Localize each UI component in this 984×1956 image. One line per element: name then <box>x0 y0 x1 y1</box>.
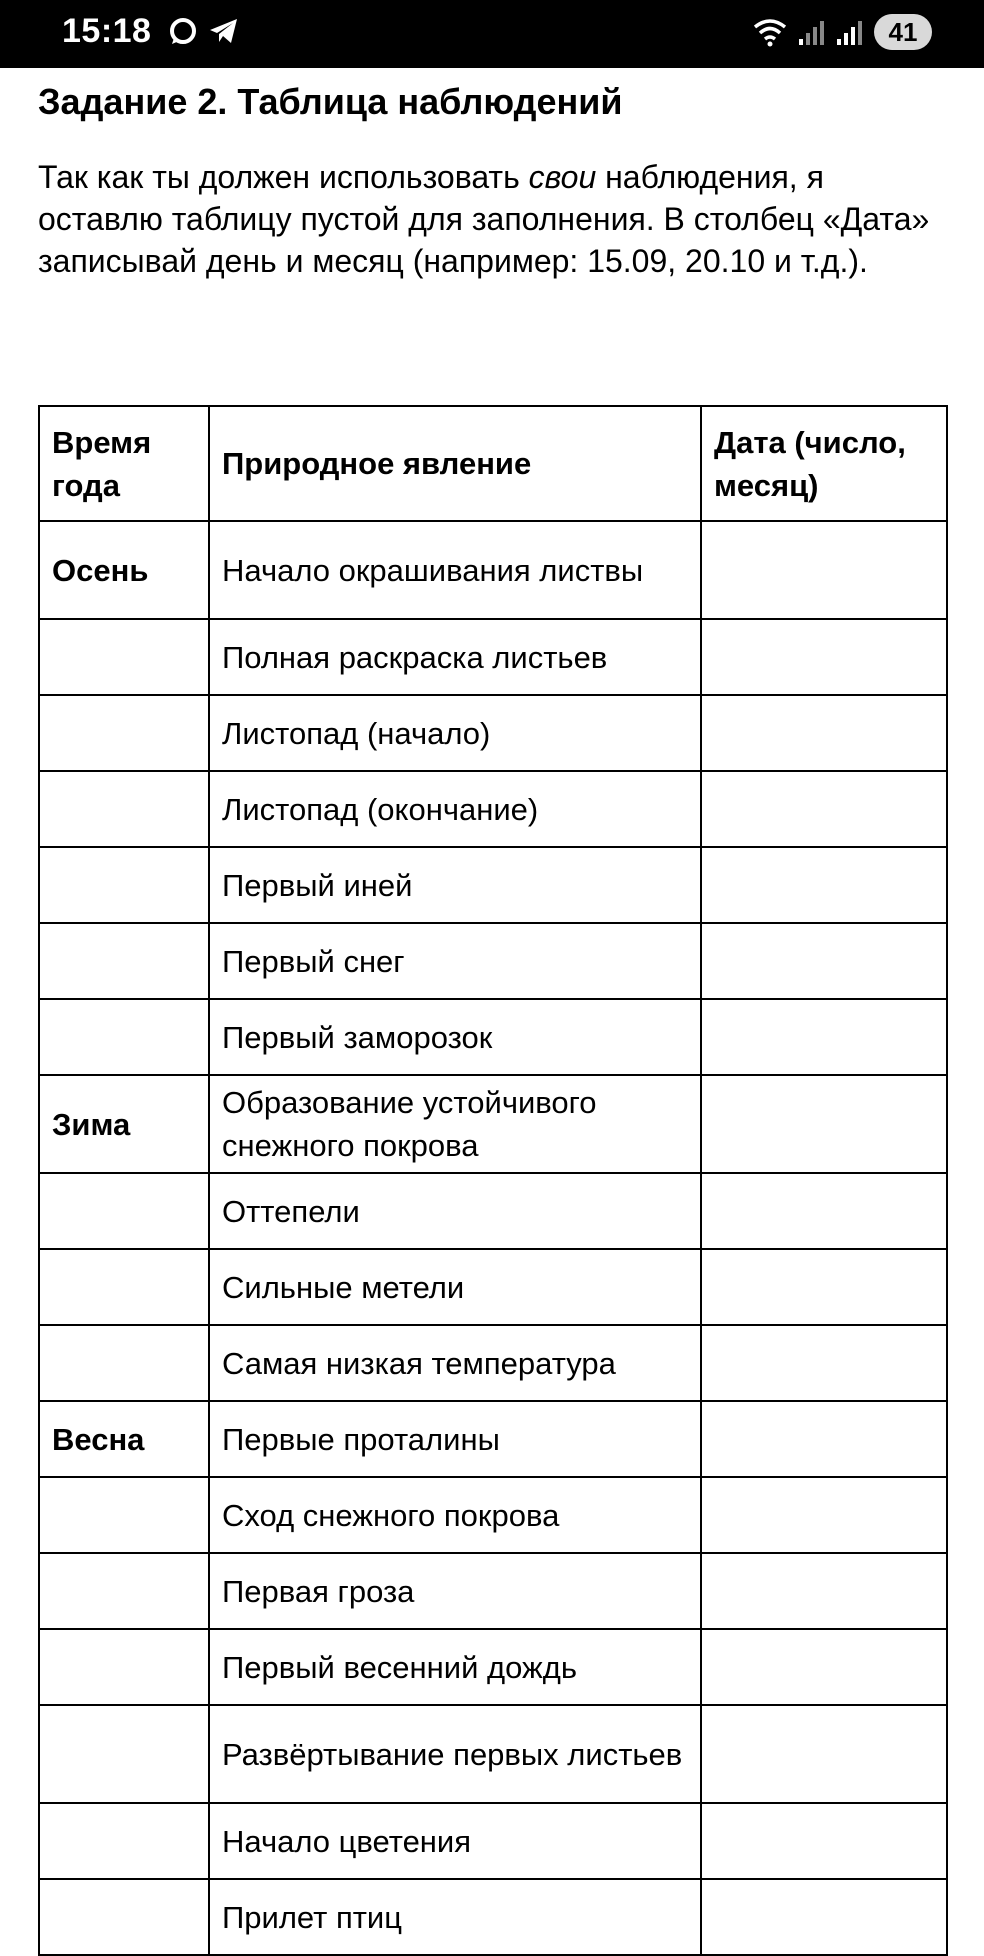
season-cell <box>39 695 209 771</box>
date-cell[interactable] <box>701 999 947 1075</box>
table-row <box>39 1553 947 1629</box>
date-cell[interactable] <box>701 1477 947 1553</box>
phenomenon-cell: Начало цветения <box>209 1803 701 1879</box>
phenomenon-cell: Первая гроза <box>209 1553 701 1629</box>
phenomenon-cell: Самая низкая температура <box>209 1325 701 1401</box>
season-cell <box>39 619 209 695</box>
phenomenon-cell: Первый иней <box>209 847 701 923</box>
season-cell <box>39 999 209 1075</box>
date-cell[interactable] <box>701 1629 947 1705</box>
date-cell[interactable] <box>701 1803 947 1879</box>
phenomenon-cell: Первый заморозок <box>209 999 701 1075</box>
season-cell: Осень <box>39 521 209 619</box>
table-row <box>39 1477 947 1553</box>
table-row <box>39 695 947 771</box>
date-cell[interactable] <box>701 847 947 923</box>
intro-text-start: Так как ты должен использовать <box>38 159 529 195</box>
phenomenon-cell: Первые проталины <box>209 1401 701 1477</box>
season-cell <box>39 1477 209 1553</box>
date-cell[interactable] <box>701 1879 947 1955</box>
date-cell[interactable] <box>701 1173 947 1249</box>
date-cell[interactable] <box>701 695 947 771</box>
table-row <box>39 847 947 923</box>
season-cell: Зима <box>39 1075 209 1173</box>
page-title: Задание 2. Таблица наблюдений <box>38 81 623 122</box>
table-row <box>39 1075 947 1173</box>
date-cell[interactable] <box>701 923 947 999</box>
table-row <box>39 619 947 695</box>
season-cell <box>39 1629 209 1705</box>
system-icons <box>752 14 932 50</box>
phenomenon-cell: Полная раскраска листьев <box>209 619 701 695</box>
phenomenon-cell: Образование устойчивого снежного покрова <box>209 1075 701 1173</box>
season-cell <box>39 847 209 923</box>
table-row <box>39 521 947 619</box>
phenomenon-cell: Развёртывание первых листьев <box>209 1705 701 1803</box>
column-header-date: Дата (число, месяц) <box>701 406 947 521</box>
chat-bubble-icon <box>168 16 198 46</box>
table-row <box>39 1401 947 1477</box>
season-cell <box>39 1879 209 1955</box>
table-row <box>39 923 947 999</box>
season-cell <box>39 1249 209 1325</box>
table-row <box>39 1173 947 1249</box>
table-body <box>39 521 947 1955</box>
phenomenon-cell: Оттепели <box>209 1173 701 1249</box>
season-cell <box>39 1553 209 1629</box>
season-cell <box>39 1803 209 1879</box>
season-cell <box>39 771 209 847</box>
column-header-phenomenon: Природное явление <box>209 406 701 521</box>
phenomenon-cell: Листопад (окончание) <box>209 771 701 847</box>
phenomenon-cell: Первый весенний дождь <box>209 1629 701 1705</box>
table-row <box>39 771 947 847</box>
season-cell <box>39 1705 209 1803</box>
phenomenon-cell: Сильные метели <box>209 1249 701 1325</box>
date-cell[interactable] <box>701 1325 947 1401</box>
table-header-row <box>39 406 947 521</box>
signal-icon <box>836 17 864 47</box>
date-cell[interactable] <box>701 1249 947 1325</box>
table-row <box>39 1629 947 1705</box>
season-cell <box>39 1173 209 1249</box>
table-row <box>39 1325 947 1401</box>
date-cell[interactable] <box>701 619 947 695</box>
season-cell: Весна <box>39 1401 209 1477</box>
battery-indicator: 41 <box>874 14 932 50</box>
phenomenon-cell: Начало окрашивания листвы <box>209 521 701 619</box>
phenomenon-cell: Прилет птиц <box>209 1879 701 1955</box>
table-row <box>39 1879 947 1955</box>
table-row <box>39 1803 947 1879</box>
table-row <box>39 1705 947 1803</box>
telegram-icon <box>208 16 240 46</box>
season-cell <box>39 1325 209 1401</box>
notification-icons <box>168 16 240 46</box>
status-time: 15:18 <box>62 12 152 50</box>
date-cell[interactable] <box>701 1553 947 1629</box>
phenomenon-cell: Сход снежного покрова <box>209 1477 701 1553</box>
date-cell[interactable] <box>701 1705 947 1803</box>
status-bar <box>0 0 984 68</box>
table-row <box>39 999 947 1075</box>
assignment-content <box>38 68 948 282</box>
phenomenon-cell: Листопад (начало) <box>209 695 701 771</box>
observation-table <box>38 405 948 1956</box>
phenomenon-cell: Первый снег <box>209 923 701 999</box>
date-cell[interactable] <box>701 1401 947 1477</box>
intro-text-end: наблюдения, я оставлю таблицу пустой для заполнения. В столбец «Дата» записывай день и месяц (например: 15.09, 20.10 и т.д.). <box>38 159 930 279</box>
table-row <box>39 1249 947 1325</box>
intro-paragraph <box>38 156 938 282</box>
season-cell <box>39 923 209 999</box>
signal-icon <box>798 17 826 47</box>
date-cell[interactable] <box>701 771 947 847</box>
intro-emphasis: свои <box>528 159 597 195</box>
date-cell[interactable] <box>701 1075 947 1173</box>
date-cell[interactable] <box>701 521 947 619</box>
column-header-season: Время года <box>39 406 209 521</box>
wifi-icon <box>752 17 788 47</box>
